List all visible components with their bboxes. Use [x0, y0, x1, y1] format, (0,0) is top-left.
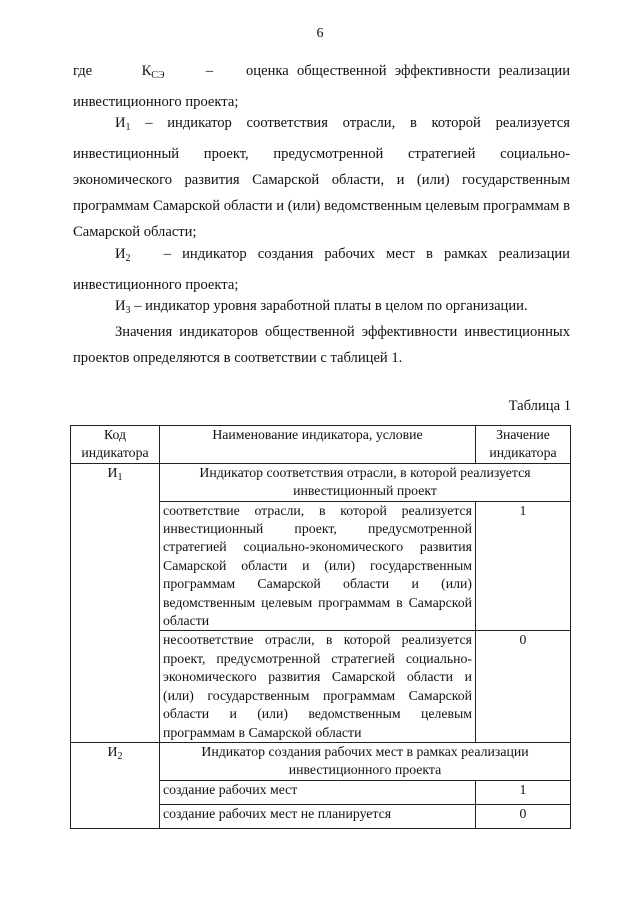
header-value: Значение индикатора — [476, 426, 571, 464]
indicator-table — [70, 425, 571, 829]
i1-condition-2: несоответствие отрасли, в которой реализуется проект, предусмотренной стратегией социально-экономического развития Самарской области и (или) государственным программам Самарской области и (или) ведомственным целевым программам в Самарской области — [160, 631, 476, 742]
i2-value-2: 0 — [476, 804, 571, 828]
i2-title: Индикатор создания рабочих мест в рамках реализации инвестиционного проекта — [160, 742, 571, 780]
header-code: Код индикатора — [71, 426, 160, 464]
paragraph-text: индикатор соответствия отрасли, в которой реализуется инвестиционный проект, предусмотренной стратегией социально-экономического развития Самарской области, и (или) государственным программам Самарской области и (или) ведомственным целевым программам в Самарской области; — [73, 115, 571, 240]
paragraph-i1 — [73, 110, 570, 245]
i-subscript: 3 — [125, 305, 131, 316]
dash: – — [145, 115, 153, 131]
i2-condition-2: создание рабочих мест не планируется — [160, 804, 476, 828]
code-i1 — [71, 463, 160, 742]
i-subscript: 2 — [125, 253, 131, 264]
table-row-i1-title — [71, 463, 571, 501]
page-number: 6 — [316, 26, 324, 41]
i2-condition-1: создание рабочих мест — [160, 780, 476, 804]
table-header-row — [71, 426, 571, 464]
i2-value-1: 1 — [476, 780, 571, 804]
dash: – — [163, 246, 172, 262]
where-word: где — [73, 63, 93, 79]
i-symbol: И — [115, 246, 126, 262]
table-caption: Таблица 1 — [508, 398, 571, 414]
i-symbol: И — [107, 743, 118, 759]
paragraph-text: индикатор уровня заработной платы в целом по организации. — [145, 298, 528, 314]
k-symbol: К — [141, 63, 152, 79]
paragraph-values: Значения индикаторов общественной эффективности инвестиционных проектов определяются в соответствии с таблицей 1. — [73, 324, 570, 366]
i1-value-2: 0 — [476, 631, 571, 742]
dash: – — [134, 298, 142, 314]
paragraph-text: оценка общественной эффективности реализации инвестиционного проекта; — [73, 63, 571, 110]
code-i2 — [71, 742, 160, 828]
i-subscript: 1 — [125, 122, 131, 133]
paragraph-i2 — [73, 241, 570, 298]
i1-condition-1: соответствие отрасли, в которой реализуется инвестиционный проект, предусмотренной стратегией социально-экономического развития Самарской области и (или) государственным программам Самарской области и (или) ведомственным целевым программам в Самарской области — [160, 501, 476, 631]
paragraph-text: индикатор создания рабочих мест в рамках реализации инвестиционного проекта; — [73, 246, 570, 293]
k-subscript: СЭ — [151, 70, 165, 81]
dash: – — [205, 63, 214, 79]
header-name: Наименование индикатора, условие — [160, 426, 476, 464]
table-row-i2-title — [71, 742, 571, 780]
i-symbol: И — [107, 464, 118, 480]
i-subscript: 1 — [117, 471, 123, 483]
i-symbol: И — [115, 115, 126, 131]
i1-title: Индикатор соответствия отрасли, в которой реализуется инвестиционный проект — [160, 463, 571, 501]
i-subscript: 2 — [117, 750, 123, 762]
paragraph-k-se — [73, 58, 570, 115]
i1-value-1: 1 — [476, 501, 571, 631]
i-symbol: И — [115, 298, 126, 314]
